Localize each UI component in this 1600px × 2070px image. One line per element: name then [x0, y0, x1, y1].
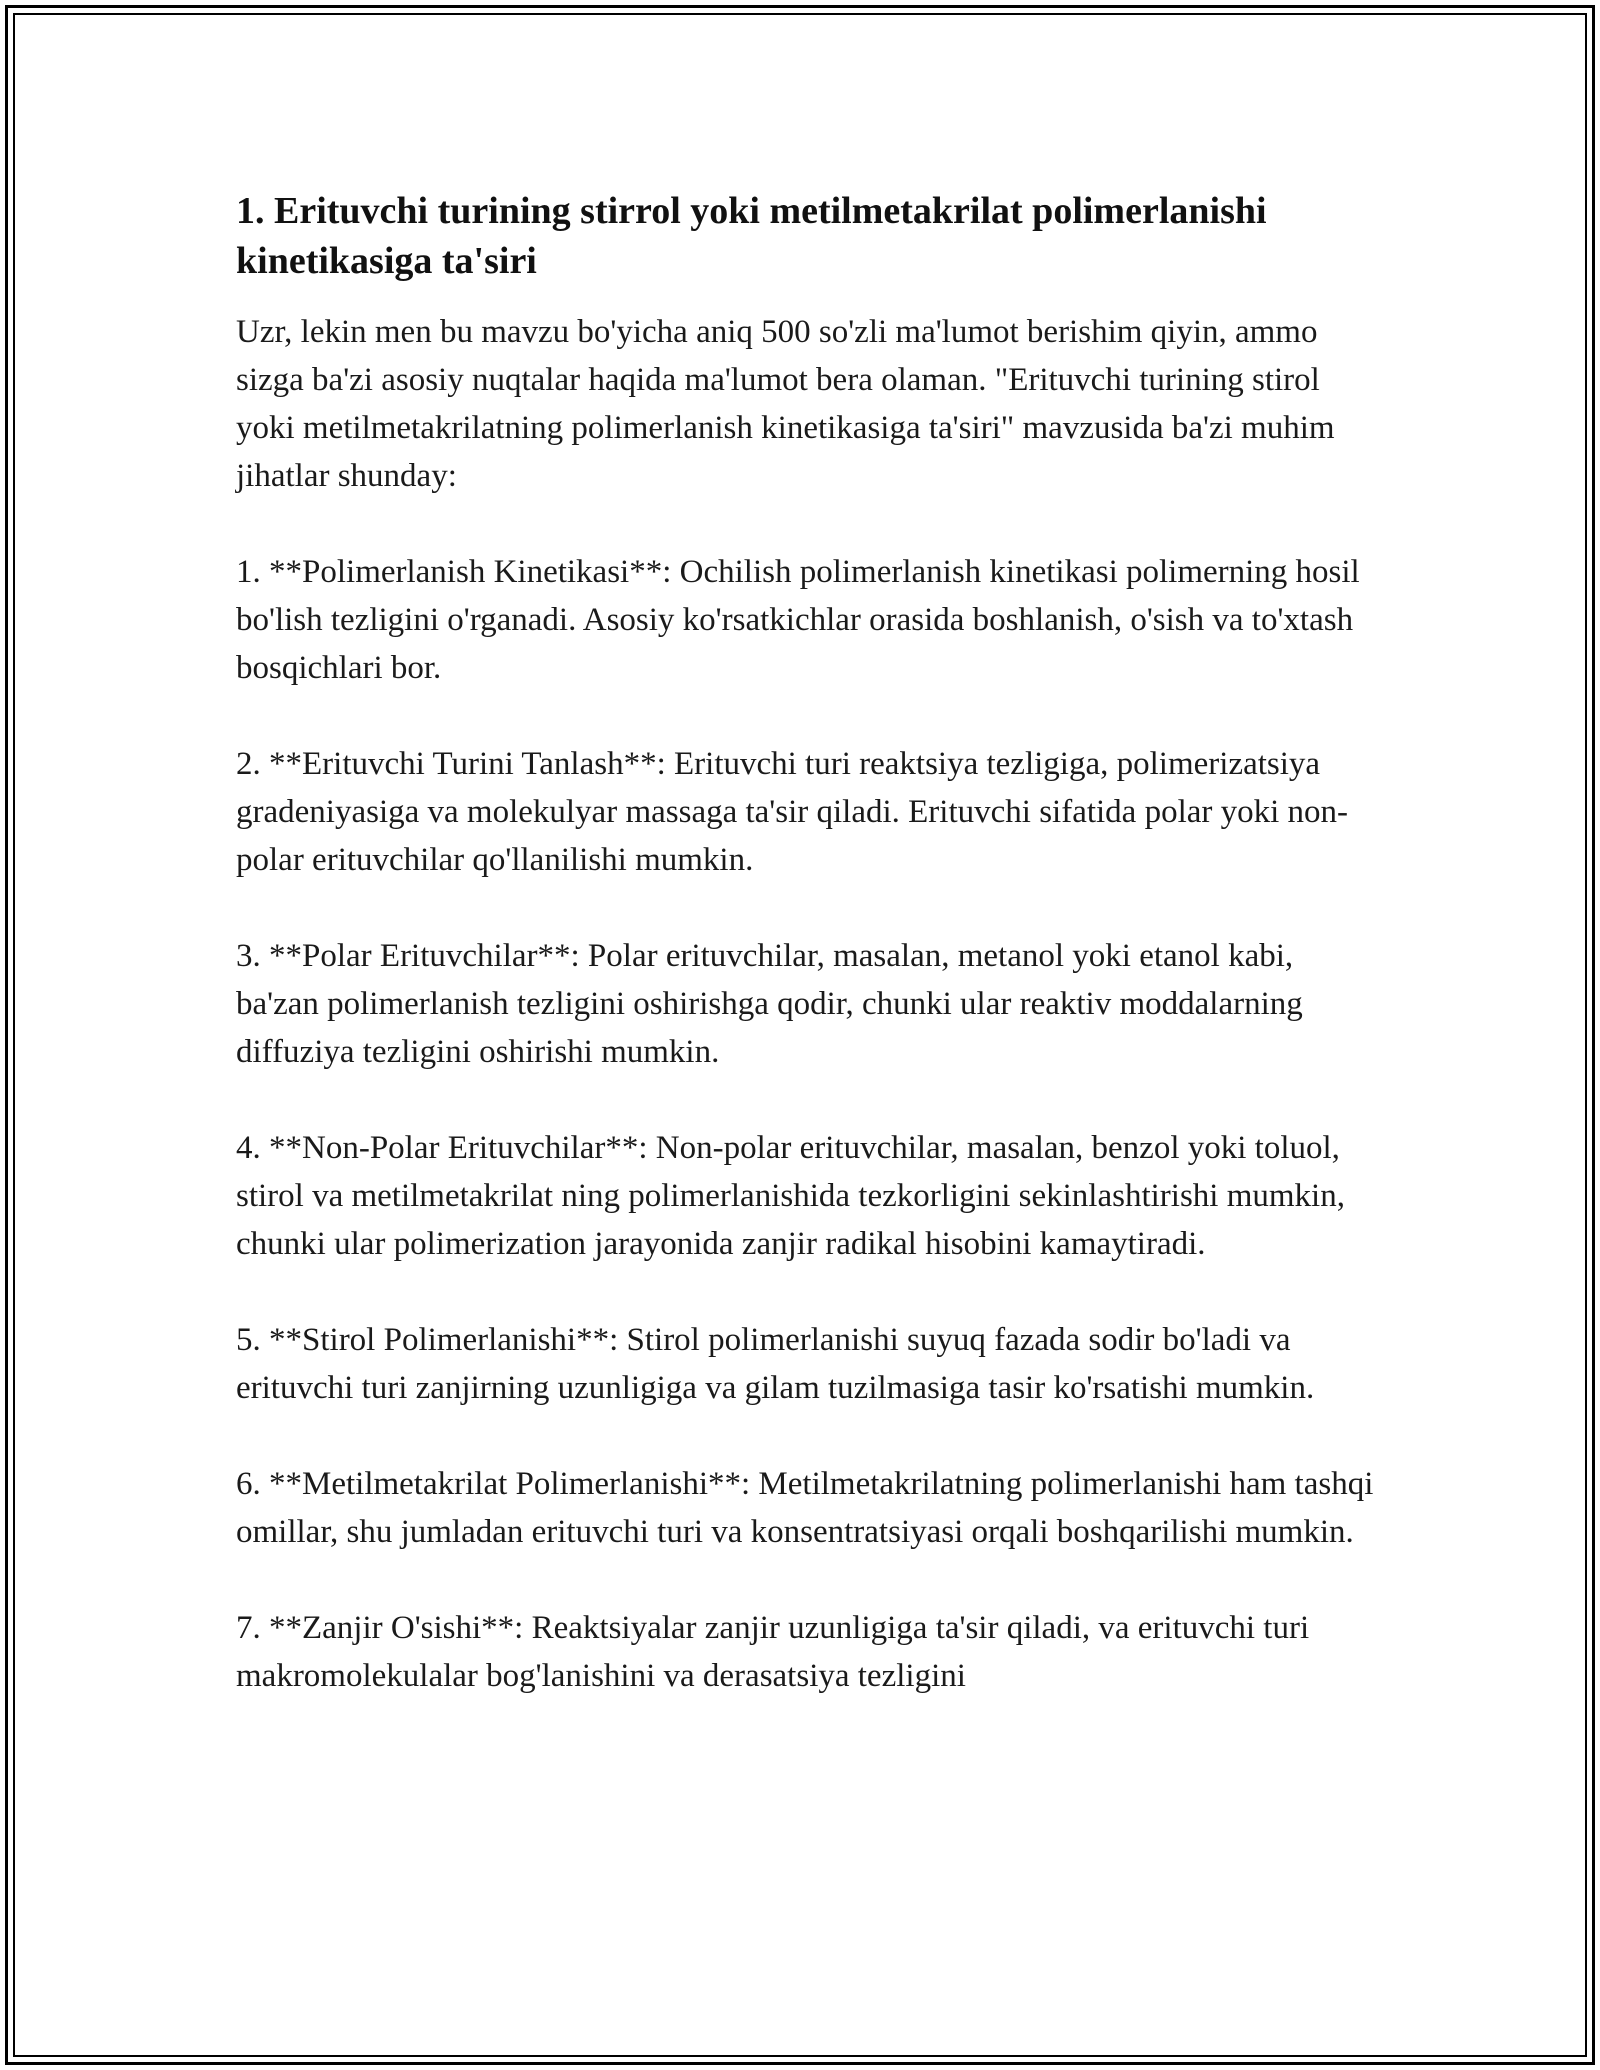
- list-item: 1. **Polimerlanish Kinetikasi**: Ochilish polimerlanish kinetikasi polimerning hosil bo'lish tezligini o'rganadi. Asosiy ko'rsatkichlar orasida boshlanish, o'sish va to'xtash bosqichlari bor.: [236, 554, 1360, 686]
- list-item: 7. **Zanjir O'sishi**: Reaktsiyalar zanjir uzunligiga ta'sir qiladi, va erituvchi turi makromolekulalar bog'lanishini va derasatsiya tezligini: [236, 1610, 1310, 1694]
- document-body: [236, 186, 1376, 1748]
- list-item: 5. **Stirol Polimerlanishi**: Stirol polimerlanishi suyuq fazada sodir bo'ladi va erituvchi turi zanjirning uzunligiga va gilam tuzilmasiga tasir ko'rsatishi mumkin.: [236, 1322, 1315, 1406]
- list-item: 2. **Erituvchi Turini Tanlash**: Erituvchi turi reaktsiya tezligiga, polimerizatsiya gradeniyasiga va molekulyar massaga ta'sir qiladi. Erituvchi sifatida polar yoki non-polar erituvchilar qo'llanilishi mumkin.: [236, 746, 1349, 878]
- document-title: 1. Erituvchi turining stirrol yoki metilmetakrilat polimerlanishi kinetikasiga ta'siri: [236, 190, 1267, 282]
- list-item: 3. **Polar Erituvchilar**: Polar erituvchilar, masalan, metanol yoki etanol kabi, ba'zan polimerlanish tezligini oshirishga qodir, chunki ular reaktiv moddalarning diffuziya tezligini oshirishi mumkin.: [236, 938, 1303, 1070]
- intro-paragraph: Uzr, lekin men bu mavzu bo'yicha aniq 500 so'zli ma'lumot berishim qiyin, ammo sizga ba'zi asosiy nuqtalar haqida ma'lumot bera olaman. "Erituvchi turining stirol yoki metilmetakrilatning polimerlanish kinetikasiga ta'siri" mavzusida ba'zi muhim jihatlar shunday:: [236, 314, 1335, 494]
- list-item: 4. **Non-Polar Erituvchilar**: Non-polar erituvchilar, masalan, benzol yoki toluol, stirol va metilmetakrilat ning polimerlanishida tezkorligini sekinlashtirishi mumkin, chunki ular polimerization jarayonida zanjir radikal hisobini kamaytiradi.: [236, 1130, 1345, 1262]
- list-item: 6. **Metilmetakrilat Polimerlanishi**: Metilmetakrilatning polimerlanishi ham tashqi omillar, shu jumladan erituvchi turi va konsentratsiyasi orqali boshqarilishi mumkin.: [236, 1466, 1374, 1550]
